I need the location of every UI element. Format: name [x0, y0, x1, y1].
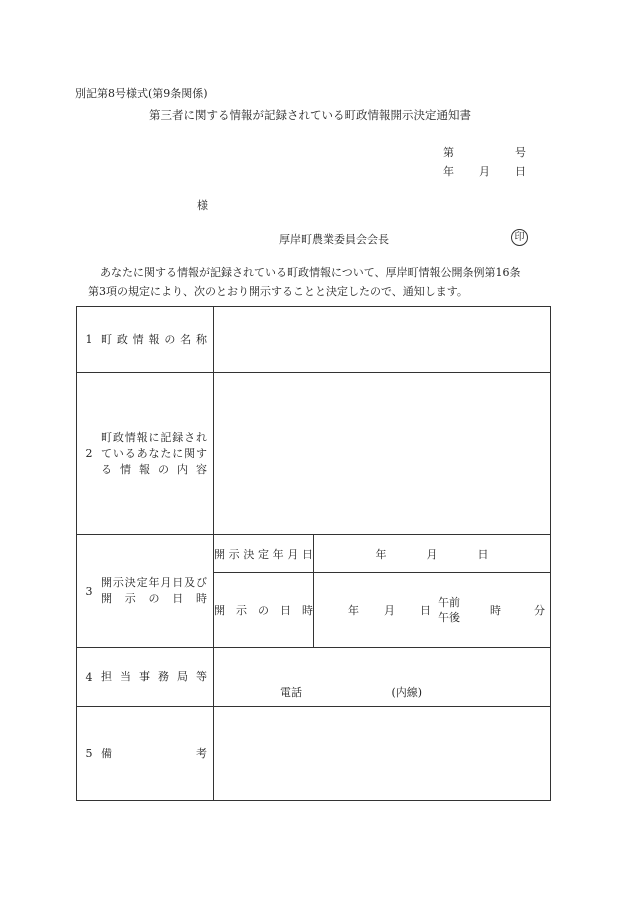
disclosure-datetime-label: 開示の日時	[214, 604, 313, 617]
row1-label	[77, 307, 214, 373]
row1-label-text: 町政情報の名称	[101, 332, 207, 346]
row4-number: 4	[85, 670, 93, 684]
row5-label-right: 考	[196, 746, 207, 760]
addressee-suffix: 様	[197, 199, 208, 212]
form-code: 別記第8号様式(第9条関係)	[75, 87, 208, 100]
issuer-name: 厚岸町農業委員会会長	[279, 233, 389, 246]
row-remarks	[77, 707, 551, 801]
seal-stamp: 印	[511, 229, 528, 246]
phone-label: 電話	[280, 686, 302, 699]
row3-label	[77, 535, 214, 648]
row2-label-line1: 町政情報に記録され	[101, 430, 207, 444]
document-title: 第三者に関する情報が記録されている町政情報開示決定通知書	[149, 108, 471, 122]
row5-label	[77, 707, 214, 801]
disclosure-day-unit: 日	[420, 604, 431, 617]
details-table	[76, 306, 551, 801]
row4-value[interactable]	[214, 648, 551, 707]
doc-number-suffix: 号	[515, 146, 526, 159]
row5-value[interactable]	[214, 707, 551, 801]
body-line-2: 第3項の規定により、次のとおり開示することと決定したので、通知します。	[88, 285, 468, 298]
row4-label	[77, 648, 214, 707]
row2-number: 2	[85, 447, 93, 460]
row-decision-date	[77, 535, 551, 573]
am-label: 午前	[438, 596, 460, 609]
minute-unit: 分	[534, 604, 545, 617]
row1-number: 1	[85, 333, 93, 346]
row2-label	[77, 373, 214, 535]
disclosure-month-unit: 月	[384, 604, 395, 617]
disclosure-datetime-label-cell	[214, 573, 314, 648]
row-contact-office	[77, 648, 551, 707]
disclosure-year-unit: 年	[348, 604, 359, 617]
row3-number: 3	[85, 584, 93, 598]
decision-month-unit: 月	[426, 547, 438, 561]
extension-label: (内線)	[391, 686, 423, 699]
decision-day-unit: 日	[477, 547, 489, 561]
body-line-1: あなたに関する情報が記録されている町政情報について、厚岸町情報公開条例第16条	[100, 266, 521, 279]
row3-label-line1: 開示決定年月日及び	[101, 576, 207, 589]
row5-number: 5	[85, 747, 93, 760]
decision-date-label: 開示決定年月日	[214, 547, 313, 561]
hour-unit: 時	[490, 604, 501, 617]
decision-year-unit: 年	[375, 547, 387, 561]
row3-label-line2: 開示の日時	[101, 592, 207, 605]
issue-date-day: 日	[515, 165, 526, 178]
disclosure-datetime-value[interactable]	[314, 573, 551, 648]
decision-date-value[interactable]	[314, 535, 551, 573]
issue-date-year: 年	[443, 165, 454, 178]
row2-label-line2: ているあなたに関す	[101, 446, 207, 460]
row2-value[interactable]	[214, 373, 551, 535]
row-document-name	[77, 307, 551, 373]
issue-date-month: 月	[479, 165, 490, 178]
pm-label: 午後	[438, 611, 460, 624]
row2-label-line3: る情報の内容	[101, 462, 207, 476]
notice-body	[88, 263, 558, 301]
row5-label-left: 備	[101, 746, 112, 760]
decision-date-label-cell	[214, 535, 314, 573]
row1-value[interactable]	[214, 307, 551, 373]
row-information-content	[77, 373, 551, 535]
doc-number-prefix: 第	[443, 146, 454, 159]
row4-label-text: 担当事務局等	[101, 670, 207, 683]
